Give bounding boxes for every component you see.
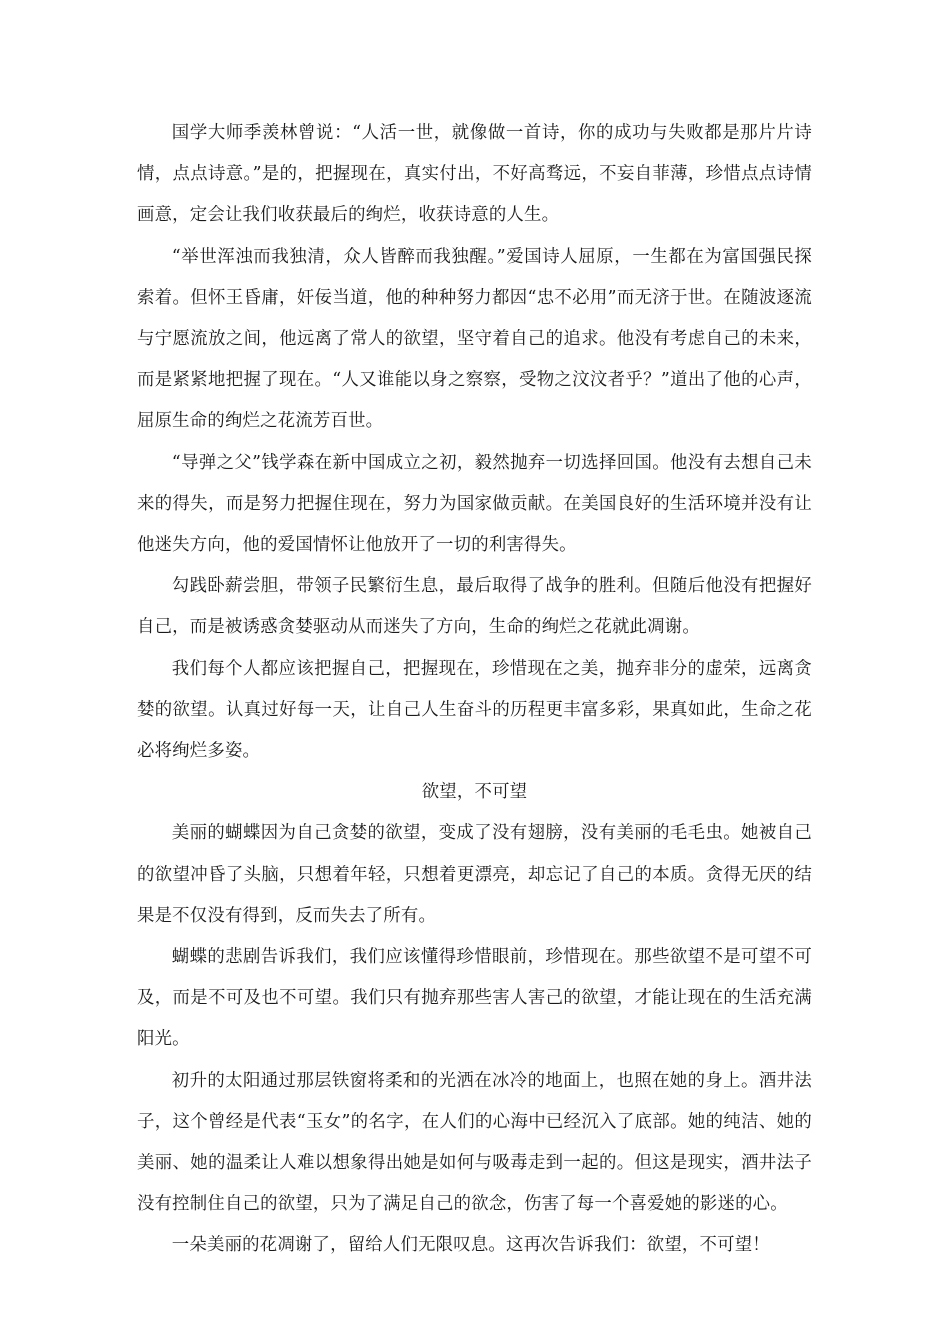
paragraph-butterfly: 美丽的蝴蝶因为自己贪婪的欲望，变成了没有翅膀，没有美丽的毛毛虫。她被自己的欲望冲昏了头脑，只想着年轻，只想着更漂亮，却忘记了自己的本质。贪得无厌的结果是不仅没有得到，反而失去了所有。	[137, 823, 812, 926]
paragraph-qian-xuesen: “导弹之父”钱学森在新中国成立之初，毅然抛弃一切选择回国。他没有去想自己未来的得失，而是努力把握住现在，努力为国家做贡献。在美国良好的生活环境并没有让他迷失方向，他的爱国情怀让他放开了一切的利害得失。	[137, 452, 812, 556]
paragraph-qu-yuan: “举世浑浊而我独清，众人皆醉而我独醒。”爱国诗人屈原，一生都在为富国强民探索着。但怀王昏庸，奸佞当道，他的种种努力都因“忠不必用”而无济于世。在随波逐流与宁愿流放之间，他远离了常人的欲望，坚守着自己的追求。他没有考虑自己的未来，而是紧紧地把握了现在。“人又谁能以身之察察，受物之汶汶者乎？”道出了他的心声，屈原生命的绚烂之花流芳百世。	[137, 246, 812, 432]
paragraph-conclusion-part2: 一朵美丽的花凋谢了，留给人们无限叹息。这再次告诉我们：欲望，不可望！	[171, 1235, 770, 1256]
paragraph-butterfly-lesson: 蝴蝶的悲剧告诉我们，我们应该懂得珍惜眼前，珍惜现在。那些欲望不是可望不可及，而是不可及也不可望。我们只有抛弃那些害人害己的欲望，才能让现在的生活充满阳光。	[137, 947, 812, 1050]
paragraph-noriko-sakai: 初升的太阳通过那层铁窗将柔和的光洒在冰冷的地面上，也照在她的身上。酒井法子，这个曾经是代表“玉女”的名字，在人们的心海中已经沉入了底部。她的纯洁、她的美丽、她的温柔让人难以想象得出她是如何与吸毒走到一起的。但这是现实，酒井法子没有控制住自己的欲望，只为了满足自己的欲念，伤害了每一个喜爱她的影迷的心。	[137, 1070, 812, 1215]
paragraph-gou-jian: 勾践卧薪尝胆，带领子民繁衍生息，最后取得了战争的胜利。但随后他没有把握好自己，而是被诱惑贪婪驱动从而迷失了方向，生命的绚烂之花就此凋谢。	[137, 576, 812, 638]
essay-title: 欲望，不可望	[421, 782, 528, 803]
document-body	[137, 113, 812, 1267]
paragraph-conclusion-part1: 我们每个人都应该把握自己，把握现在，珍惜现在之美，抛弃非分的虚荣，远离贪婪的欲望。认真过好每一天，让自己人生奋斗的历程更丰富多彩，果真如此，生命之花必将绚烂多姿。	[137, 658, 812, 762]
paragraph-ji-xianlin-quote: 国学大师季羡林曾说：“人活一世，就像做一首诗，你的成功与失败都是那片片诗情，点点诗意。”是的，把握现在，真实付出，不好高骛远，不妄自菲薄，珍惜点点诗情画意，定会让我们收获最后的绚烂，收获诗意的人生。	[137, 123, 812, 226]
